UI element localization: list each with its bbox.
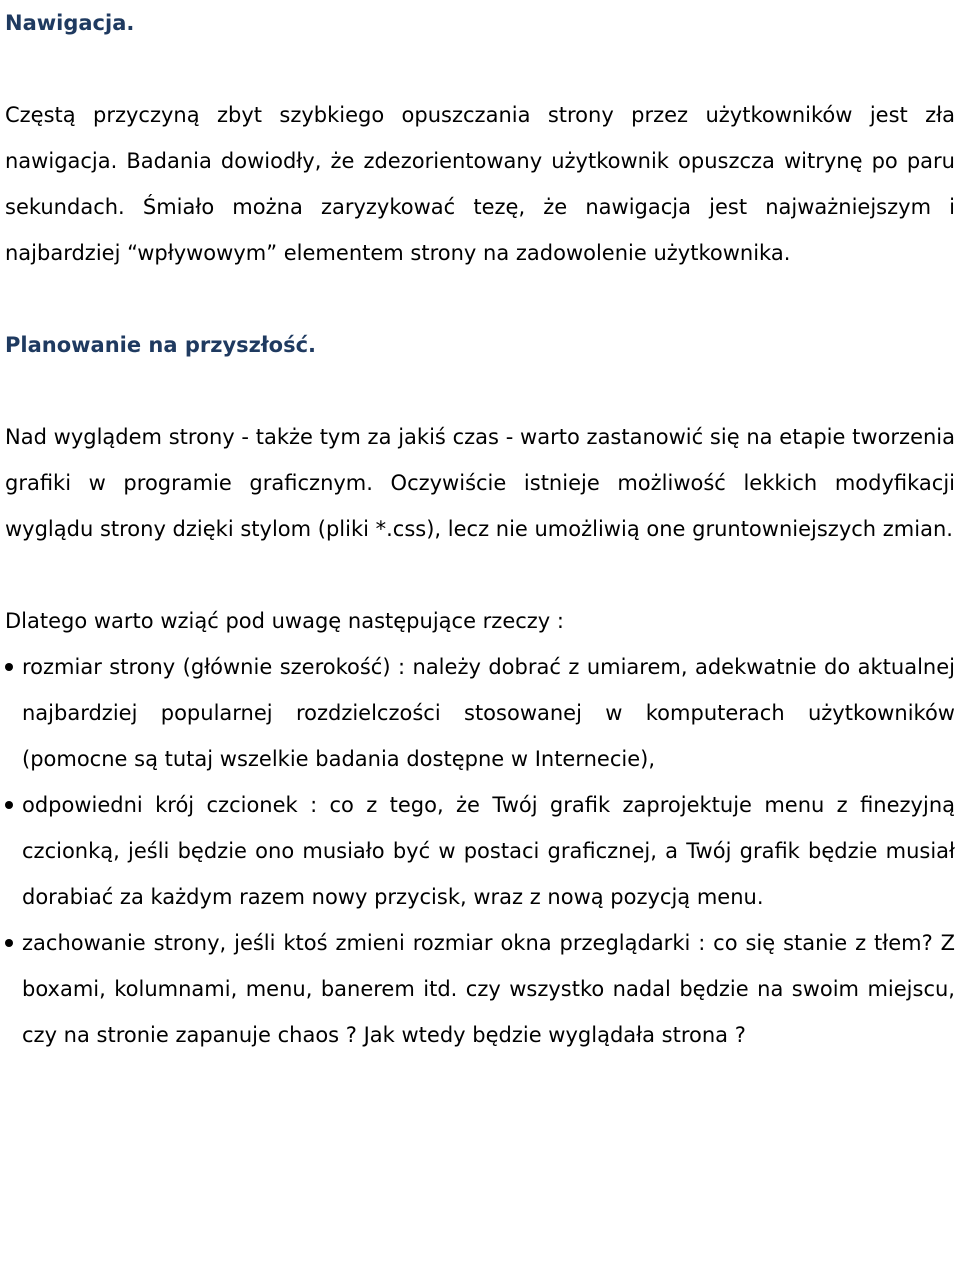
heading-navigation: Nawigacja. <box>5 11 135 35</box>
bullet-icon <box>5 939 13 947</box>
considerations-list <box>5 644 955 1058</box>
list-item <box>5 782 955 920</box>
paragraph-navigation: Częstą przyczyną zbyt szybkiego opuszczania strony przez użytkowników jest zła nawigacja. Badania dowiodły, że zdezorientowany użytkownik opuszcza witrynę po paru sekundach. Śmiało można zaryzykować tezę, że nawigacja jest najważniejszym i najbardziej “wpływowym” elementem strony na zadowolenie użytkownika. <box>5 103 955 265</box>
list-item-text: rozmiar strony (głównie szerokość) : należy dobrać z umiarem, adekwatnie do aktualnej najbardziej popularnej rozdzielczości stosowanej w komputerach użytkowników (pomocne są tutaj wszelkie badania dostępne w Internecie), <box>22 655 955 771</box>
spacer <box>5 46 955 92</box>
spacer <box>5 552 955 598</box>
paragraph-planning: Nad wyglądem strony - także tym za jakiś czas - warto zastanowić się na etapie tworzenia grafiki w programie graficznym. Oczywiście istnieje możliwość lekkich modyfikacji wyglądu strony dzięki stylom (pliki *.css), lecz nie umożliwią one gruntowniejszych zmian. <box>5 425 955 541</box>
paragraph-intro-list: Dlatego warto wziąć pod uwagę następujące rzeczy : <box>5 609 564 633</box>
spacer <box>5 368 955 414</box>
list-item-text: odpowiedni krój czcionek : co z tego, że Twój grafik zaprojektuje menu z finezyjną czcionką, jeśli będzie ono musiało być w postaci graficznej, a Twój grafik będzie musiał dorabiać za każdym razem nowy przycisk, wraz z nową pozycją menu. <box>22 793 955 909</box>
document-page <box>5 0 955 1058</box>
list-item-text: zachowanie strony, jeśli ktoś zmieni rozmiar okna przeglądarki : co się stanie z tłem? Z boxami, kolumnami, menu, banerem itd. czy wszystko nadal będzie na swoim miejscu, czy na stronie zapanuje chaos ? Jak wtedy będzie wyglądała strona ? <box>22 931 955 1047</box>
bullet-icon <box>5 801 13 809</box>
bullet-icon <box>5 663 13 671</box>
heading-planning: Planowanie na przyszłość. <box>5 333 317 357</box>
list-item <box>5 644 955 782</box>
list-item <box>5 920 955 1058</box>
spacer <box>5 276 955 322</box>
